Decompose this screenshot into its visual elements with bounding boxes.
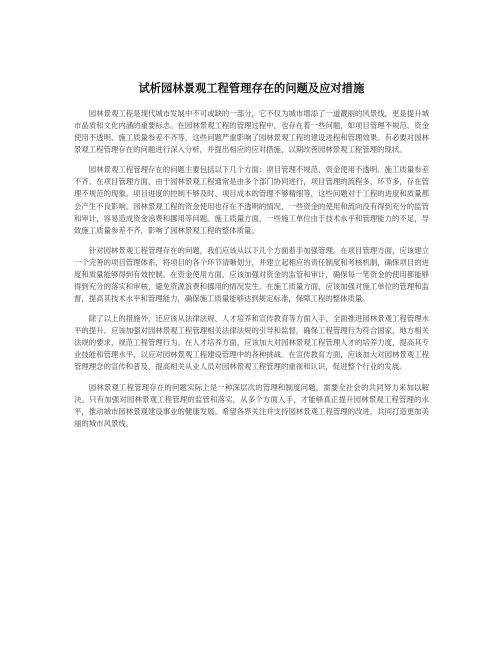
paragraph-1: 园林景观工程是现代城市发展中不可或缺的一部分，它不仅为城市增添了一道靓丽的风景线，更是提升城市品质和文化内涵的重要标志。在园林景观工程的管理过程中，也存在着一些问题，如项目管理不规范、资金使用不透明、施工质量参差不齐等，这些问题严重影响了园林景观工程的建设进程和管理效果。有必要对园林景观工程管理存在的问题进行深入分析，并提出相应的应对措施，以期改善园林景观工程管理的现状。 xyxy=(74,109,429,155)
paragraph-4: 除了以上的措施外，还应该从法律法规、人才培养和宣传教育等方面入手，全面推进园林景观工程管理水平的提升。应该加强对园林景观工程管理相关法律法规的引导和监督，确保工程管理行为符合国家、地方相关法规的要求，规范工程管理行为。在人才培养方面，应该加大对园林景观工程管理人才的培养力度，提高其专业技能和管理水平，以应对园林景观工程建设管理中的各种挑战。在宣传教育方面，应该加大对园林景观工程管理理念的宣传和普及，提高相关从业人员对园林景观工程管理的重视和认识，促进整个行业的发展。 xyxy=(74,314,429,372)
paragraph-2: 园林景观工程管理存在的问题主要包括以下几个方面：项目管理不规范、资金使用不透明、施工质量参差不齐。在项目管理方面，由于园林景观工程通常是由多个部门协同进行，项目管理的流程多、环节多，存在管理不规范的现象。项目进度的控制不够及时、项目成本的管理不够精细等，这些问题对于工程的进度和质量都会产生不良影响。园林景观工程的资金使用也存在不透明的情况，一些资金的使用和流向没有得到充分的监管和审计，容易造成资金浪费和挪用等问题。施工质量方面，一些施工单位由于技术水平和管理能力的不足，导致施工质量参差不齐，影响了园林景观工程的整体质量。 xyxy=(74,165,429,235)
paragraph-5: 园林景观工程管理存在的问题实际上是一种深层次的管理和制度问题，需要全社会的共同努力来加以解决。只有加强对园林景观工程管理的监管和落实，从多个方面入手，才能够真正提升园林景观工程管理的水平，推动城市园林景观建设事业的健康发展。希望各界关注并支持园林景观工程管理的改进，共同打造更加美丽的城市风景线。 xyxy=(74,382,429,428)
paragraph-3: 针对园林景观工程管理存在的问题，我们应该从以下几个方面着手加强管理。在项目管理方面，应该建立一个完善的项目管理体系，将项目的各个环节清晰划分，并建立起相应的责任制度和考核机制，确保项目的进度和质量能够得到有效控制。在资金使用方面，应该加强对资金的监管和审计，确保每一笔资金的使用都能够得到充分的落实和审核，避免资源浪费和挪用的情况发生。在施工质量方面，应该加强对施工单位的管理和监督，提高其技术水平和管理能力，确保施工质量能够达到规定标准，保障工程的整体质量。 xyxy=(74,245,429,304)
document-title: 试析园林景观工程管理存在的问题及应对措施 xyxy=(138,82,365,95)
